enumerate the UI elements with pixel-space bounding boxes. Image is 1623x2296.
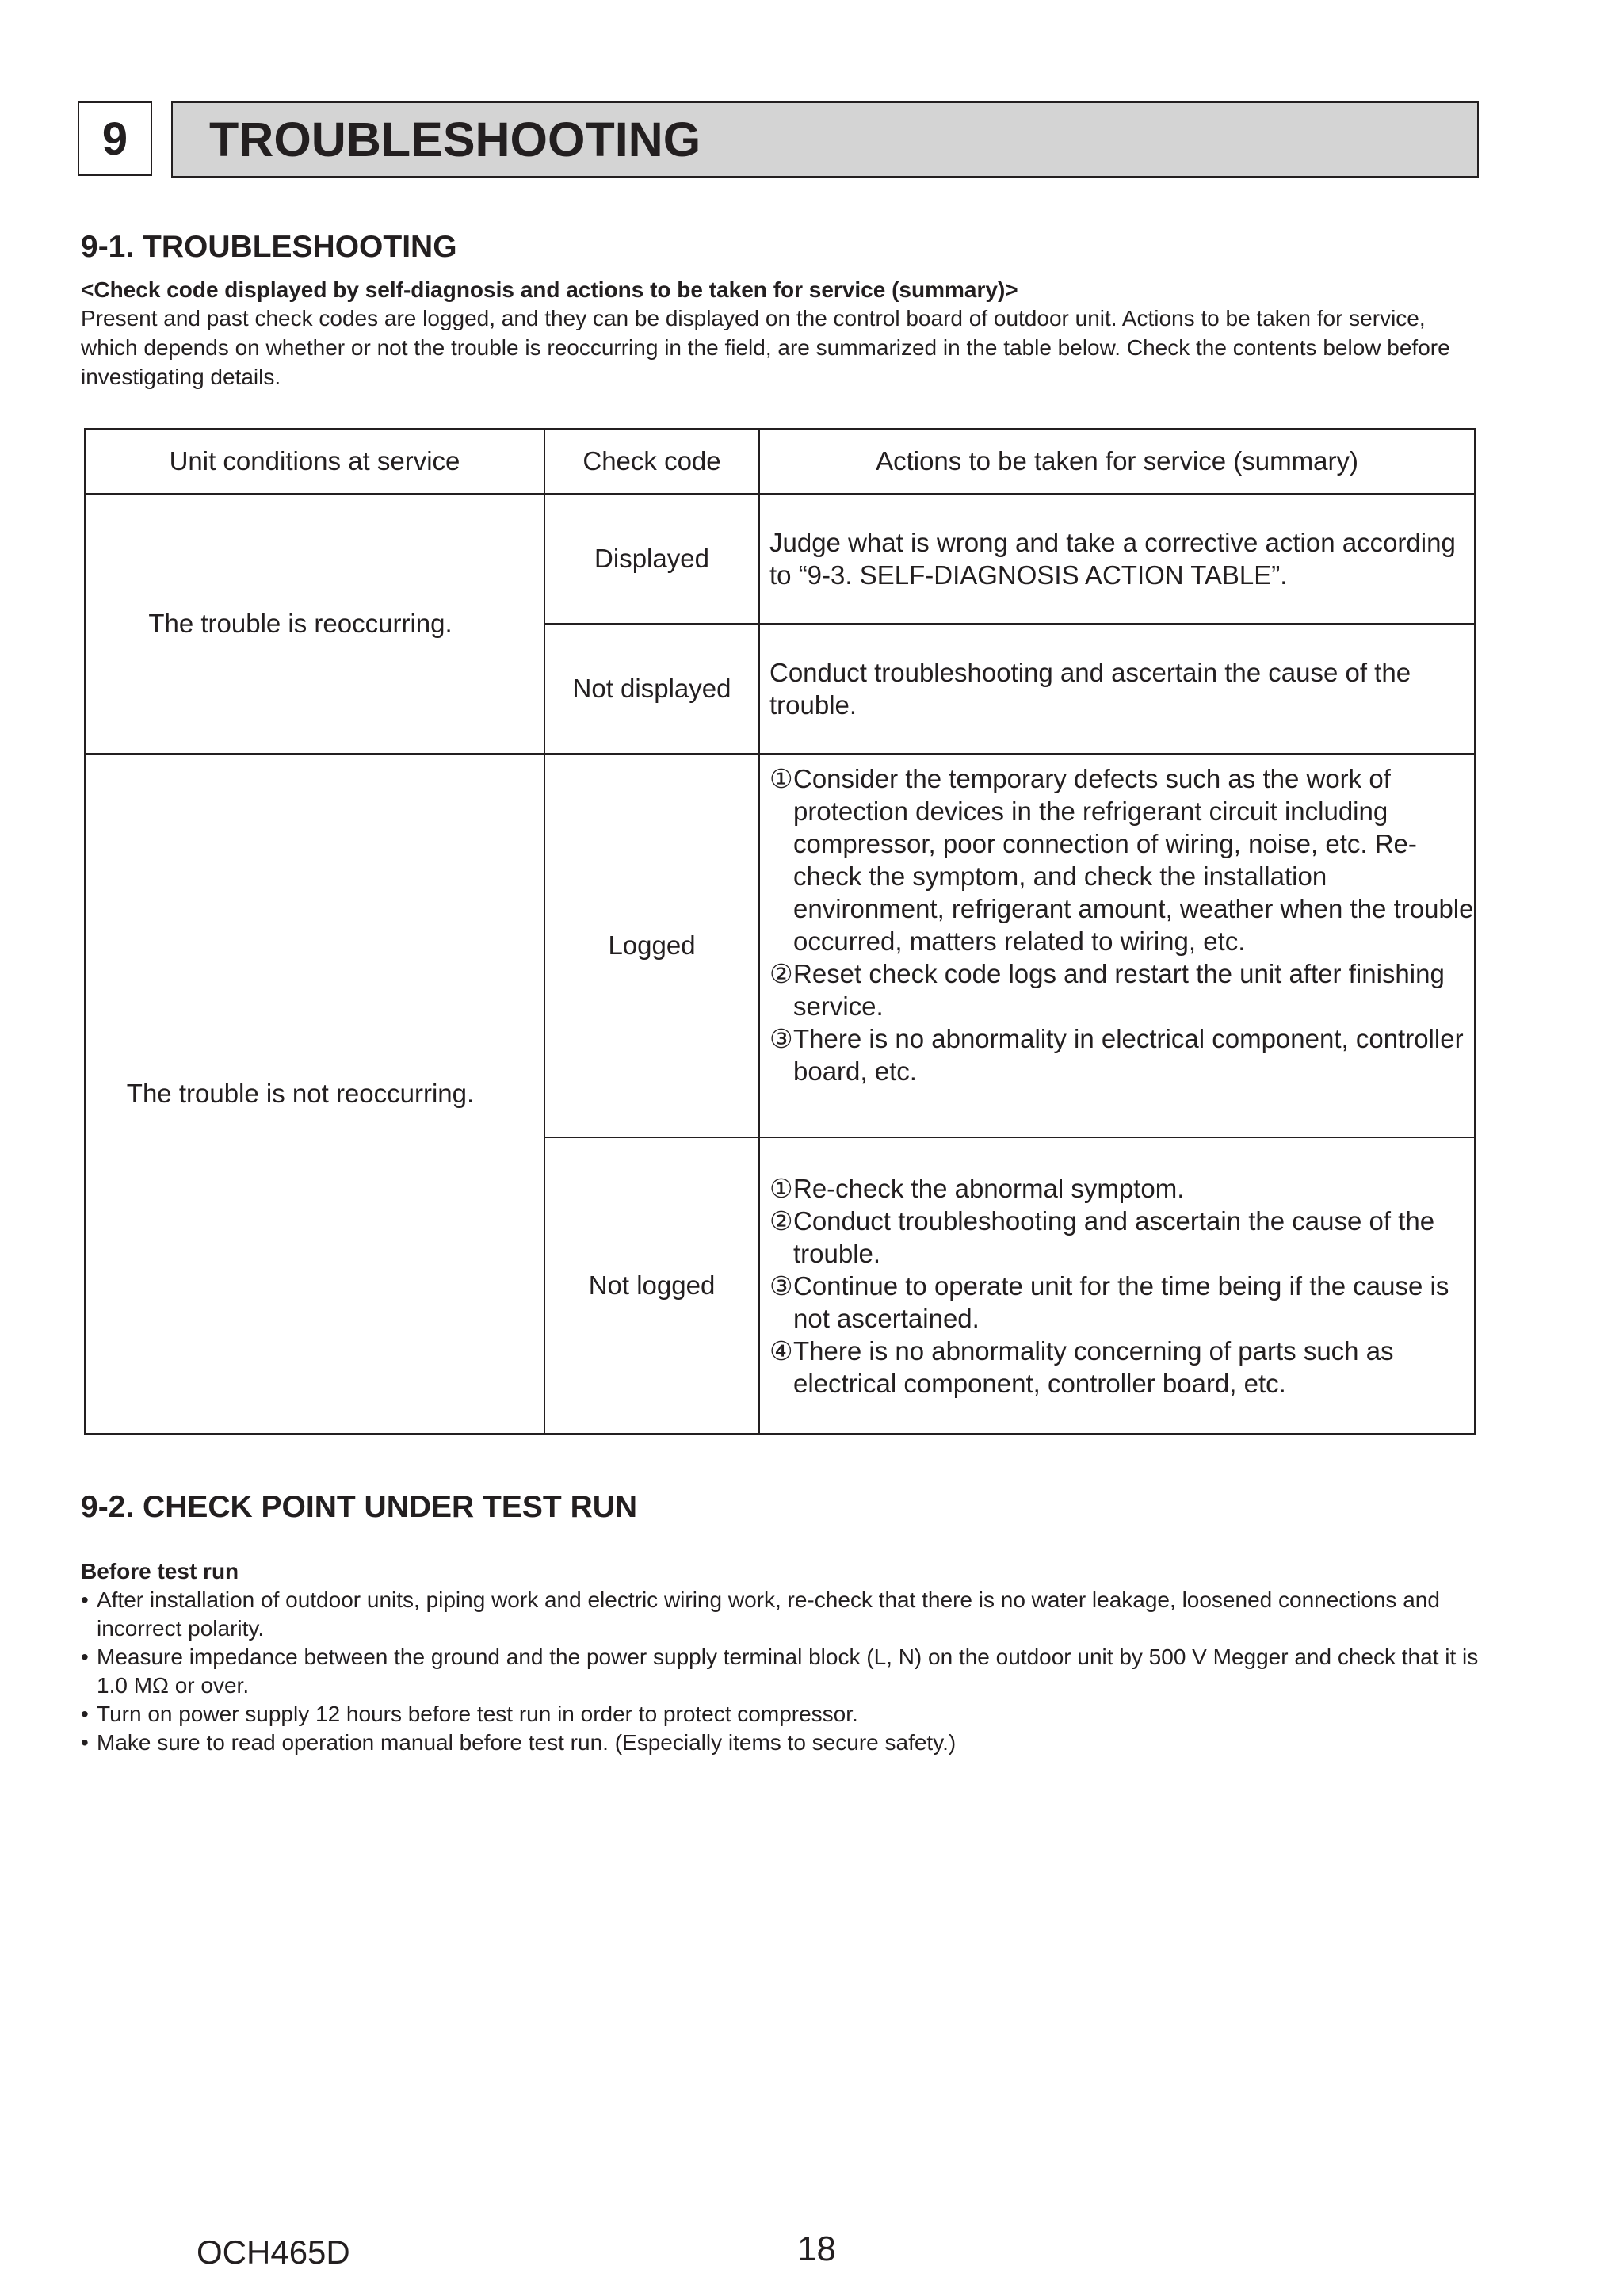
section-subheading: <Check code displayed by self-diagnosis and actions to be taken for service (summary)> — [81, 277, 1018, 302]
check-code-cell: Not displayed — [544, 624, 759, 754]
action-cell — [759, 754, 1475, 1137]
item-number: ② — [769, 959, 793, 988]
list-item-text: Measure impedance between the ground and the power supply terminal block (L, N) on the outdoor unit by 500 V Megger and check that it is 1.0 MΩ or over. — [97, 1645, 1479, 1698]
item-number: ① — [769, 1173, 793, 1203]
table-header-row — [85, 429, 1475, 494]
header-cell: Actions to be taken for service (summary) — [759, 429, 1475, 494]
list-item-text: Turn on power supply 12 hours before test run in order to protect compressor. — [97, 1702, 858, 1726]
bullet-mark: • — [81, 1730, 89, 1755]
list-item-text: Make sure to read operation manual before test run. (Especially items to secure safety.) — [97, 1730, 957, 1755]
item-text: Continue to operate unit for the time being if the cause is not ascertained. — [793, 1270, 1449, 1333]
action-text: Conduct troubleshooting and ascertain the cause of the trouble. — [769, 658, 1411, 720]
list-item — [81, 1729, 1484, 1757]
action-item — [769, 762, 1474, 957]
list-item-text: After installation of outdoor units, piping work and electric wiring work, re-check that there is no water leakage, loosened connections and incorrect polarity. — [97, 1587, 1440, 1641]
check-code-cell: Logged — [544, 754, 759, 1137]
condition-cell: The trouble is not reoccurring. — [85, 754, 544, 1434]
troubleshooting-table — [84, 428, 1476, 1435]
item-number: ③ — [769, 1270, 793, 1301]
table-row — [85, 494, 1475, 624]
model-number: OCH465D — [197, 2233, 350, 2271]
item-text: Consider the temporary defects such as the work of protection devices in the refrigerant circuit including compressor, poor connection of wiring, noise, etc. Re-check the symptom, and check the installation environment, refrigerant amount, weather when the trouble occurred, matters related to wiring, etc. — [793, 764, 1474, 956]
item-text: There is no abnormality in electrical component, controller board, etc. — [793, 1024, 1464, 1086]
action-item — [769, 1335, 1474, 1400]
item-number: ① — [769, 764, 793, 793]
item-text: Re-check the abnormal symptom. — [793, 1173, 1185, 1203]
before-test-run-heading: Before test run — [81, 1559, 239, 1584]
item-number: ② — [769, 1205, 793, 1236]
action-item — [769, 1270, 1474, 1335]
action-cell — [759, 1137, 1475, 1434]
action-cell — [759, 494, 1475, 624]
section-heading-9-2: 9-2. CHECK POINT UNDER TEST RUN — [81, 1490, 638, 1524]
list-item — [81, 1586, 1484, 1643]
chapter-title: TROUBLESHOOTING — [171, 101, 1479, 178]
item-text: There is no abnormality concerning of parts such as electrical component, controller board, etc. — [793, 1335, 1394, 1398]
header-cell: Check code — [544, 429, 759, 494]
item-number: ③ — [769, 1024, 793, 1053]
table-row — [85, 754, 1475, 1137]
bullet-mark: • — [81, 1645, 89, 1669]
check-code-cell: Not logged — [544, 1137, 759, 1434]
item-number: ④ — [769, 1335, 793, 1366]
list-item — [81, 1643, 1484, 1700]
item-text: Conduct troubleshooting and ascertain the cause of the trouble. — [793, 1205, 1435, 1268]
list-item — [81, 1700, 1484, 1729]
action-cell — [759, 624, 1475, 754]
section-heading-9-1: 9-1. TROUBLESHOOTING — [81, 230, 457, 264]
bullet-mark: • — [81, 1587, 89, 1612]
action-item — [769, 1172, 1474, 1205]
bullet-mark: • — [81, 1702, 89, 1726]
action-item — [769, 957, 1474, 1022]
check-code-cell: Displayed — [544, 494, 759, 624]
page-number: 18 — [797, 2229, 836, 2268]
condition-cell: The trouble is reoccurring. — [85, 494, 544, 754]
action-text: Judge what is wrong and take a corrective action according to “9-3. SELF-DIAGNOSIS ACTION TABLE”. — [769, 528, 1456, 590]
item-text: Reset check code logs and restart the unit after finishing service. — [793, 959, 1445, 1021]
action-item — [769, 1022, 1474, 1087]
test-run-checklist — [81, 1586, 1484, 1757]
chapter-number: 9 — [78, 101, 152, 176]
header-cell: Unit conditions at service — [85, 429, 544, 494]
action-item — [769, 1205, 1474, 1270]
intro-paragraph: Present and past check codes are logged, and they can be displayed on the control board of outdoor unit. Actions to be taken for service, which depends on whether or not the trouble is reoccurring in the field, are summarized in the table below. Check the contents below before investigating details. — [81, 306, 1450, 389]
